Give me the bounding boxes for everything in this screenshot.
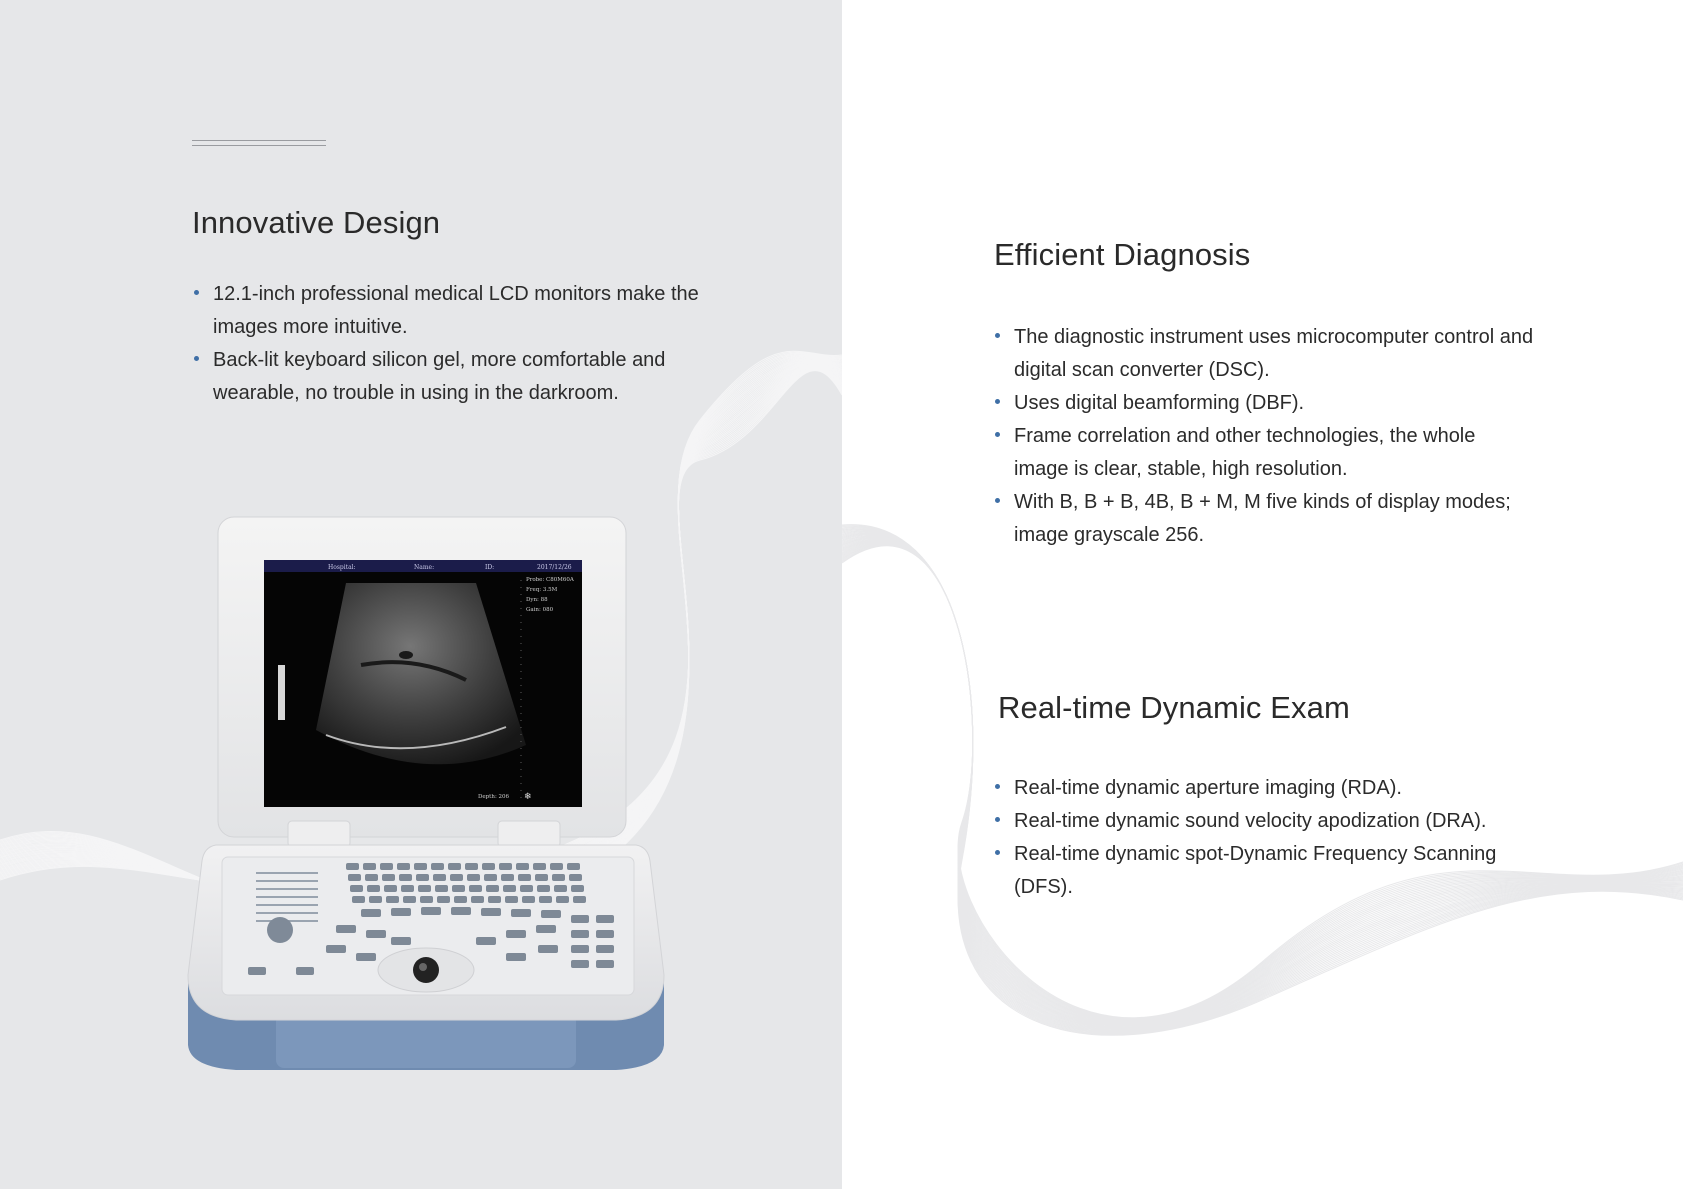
screen-depth: Depth: 206	[478, 794, 510, 800]
innovative-design-list	[193, 278, 733, 410]
right-panel	[842, 0, 1683, 1189]
screen-header-hospital: Hospital:	[328, 564, 356, 571]
list-item: Real-time dynamic aperture imaging (RDA).	[994, 772, 1514, 805]
list-item: Back-lit keyboard silicon gel, more comfortable and wearable, no trouble in using in the darkroom.	[193, 344, 733, 410]
screen-header-name: Name:	[414, 564, 435, 571]
screen-param-probe: Probe: C80M60A	[526, 577, 574, 583]
screen-header-date: 2017/12/26	[537, 564, 572, 571]
efficient-diagnosis-list	[994, 321, 1534, 552]
section-title-efficient-diagnosis: Efficient Diagnosis	[994, 237, 1251, 272]
screen-param-gain: Gain: 080	[526, 607, 554, 613]
screen-header-id: ID:	[485, 564, 495, 571]
section-title-realtime-dynamic-exam: Real-time Dynamic Exam	[998, 690, 1350, 725]
wave-lines-right-decoration	[842, 0, 1683, 1189]
list-item: 12.1-inch professional medical LCD monitors make the images more intuitive.	[193, 278, 733, 344]
list-item: The diagnostic instrument uses microcomputer control and digital scan converter (DSC).	[994, 321, 1534, 387]
trackball-icon	[413, 957, 439, 983]
screen-param-dyn: Dyn: 88	[526, 597, 548, 603]
list-item: Real-time dynamic sound velocity apodization (DRA).	[994, 805, 1514, 838]
list-item: With B, B + B, 4B, B + M, M five kinds of display modes; image grayscale 256.	[994, 486, 1534, 552]
decorative-double-rule	[192, 140, 326, 148]
realtime-dynamic-exam-list	[994, 772, 1514, 904]
list-item: Real-time dynamic spot-Dynamic Frequency Scanning (DFS).	[994, 838, 1514, 904]
freeze-icon: ❄	[524, 791, 532, 801]
section-title-innovative-design: Innovative Design	[192, 205, 441, 240]
screen-param-freq: Freq: 3.5M	[526, 587, 558, 593]
list-item: Uses digital beamforming (DBF).	[994, 387, 1534, 420]
list-item: Frame correlation and other technologies, the whole image is clear, stable, high resolution.	[994, 420, 1534, 486]
portable-ultrasound-device-image	[176, 505, 676, 1075]
